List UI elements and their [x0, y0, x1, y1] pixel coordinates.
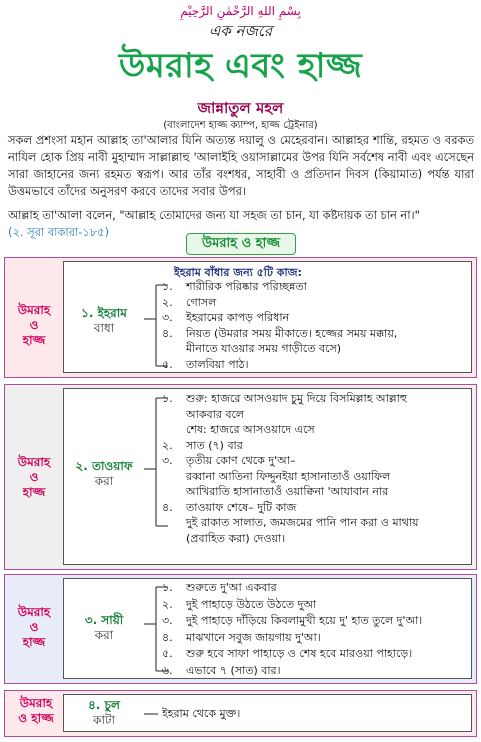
side-label-line: উমরাহ: [17, 455, 51, 469]
side-label-line: হাজ্জ: [22, 333, 46, 347]
list-item: ২. সাত (৭) বার: [162, 438, 243, 452]
side-label-umrah-hajj: [9, 303, 59, 348]
list-item: ১. শারীরিক পরিষ্কার পরিচ্ছন্নতা: [162, 280, 307, 293]
list-item: ৩. ইহরামের কাপড় পরিধান: [162, 311, 290, 324]
step-box-ihram: [4, 257, 477, 378]
quran-quote: আল্লাহ তা'আলা বলেন, "আল্লাহ তোমাদের জন্য যা সহজ তা চান, যা কষ্টদায়ক তা চান না।": [8, 208, 420, 222]
step-label-line: করা: [94, 474, 114, 488]
ihram-task-list: [154, 279, 470, 372]
step-label-sai: [66, 613, 142, 643]
step-label-line: ২. তাওয়াফ: [75, 459, 133, 473]
list-item: ২. দুই পাহাড়ে উঠতে উঠতে দুআ: [162, 597, 317, 611]
step-content-panel: [63, 694, 472, 732]
list-item: ১. শুরু: হাজরে আসওয়াদ চুমু দিয়ে বিসমিল্লাহ আল্লাহু আকবার বলে শেষ: হাজরে আসওয়াদে এসে: [162, 392, 407, 436]
list-item: ৪. তাওয়াফ শেষে– দুটি কাজ দুই রাকাত সালাত, জমজমের পানি পান করা ও মাথায় (প্রবাহিত করা) দেওয়া।: [162, 500, 419, 545]
list-item: ২. গোসল: [162, 295, 217, 309]
side-label-line: ও: [29, 620, 39, 634]
haircut-task-list: [162, 706, 462, 722]
side-label-line: ও: [29, 318, 39, 332]
step-box-sai: [4, 574, 477, 684]
side-label-line: হাজ্জ: [22, 635, 46, 649]
list-item: ১. শুরুতে দু'আ একবার: [162, 581, 277, 594]
list-item: ইহরাম থেকে মুক্ত।: [162, 707, 241, 720]
page-subtitle: এক নজরে: [208, 22, 273, 40]
side-label-line: উমরাহ: [17, 605, 51, 619]
bismillah-header: بِسْمِ اللهِ الرَّحْمٰنِ الرَّحِيْمِ: [180, 4, 301, 18]
step-content-panel: [63, 578, 472, 679]
step-label-line: কাটা: [93, 713, 115, 727]
section-heading-label: উমরাহ ও হাজ্জ: [186, 233, 296, 255]
step-label-line: ১. ইহরাম: [81, 306, 127, 320]
list-item: ৪. নিয়ত (উমরার সময় মীকাতে। হজ্জের সময় মক্কায়, মীনাতে যাওয়ার সময় গাড়ীতে বসে): [162, 326, 398, 355]
side-label-umrah-hajj: [9, 455, 59, 500]
step-label-line: ৩. সায়ী: [84, 613, 124, 627]
list-item: ৩. তৃতীয় কোণ থেকে দু'আ– রব্বানা আতিনা ফিদ্দুনইয়া হাসানাতাওঁ ওয়াফিল আখিরাতি হাসানাতাওঁ ওয়াক্বিনা 'আযাবান নার: [162, 454, 391, 498]
page-title: উমরাহ এবং হাজ্জ: [118, 46, 363, 86]
step-label-ihram: [66, 306, 142, 336]
list-item: ৪. মাঝখানে সবুজ জায়গায় দু'আ।: [162, 630, 321, 644]
side-label-umrah-hajj: [9, 696, 63, 726]
side-label-line: হাজ্জ: [22, 485, 46, 499]
list-item: ৫. শুরু হবে সাফা পাহাড়ে ও শেষ হবে মারওয়া পাহাড়ে।: [162, 647, 413, 660]
list-item: ৫. তালবিয়া পাঠ।: [162, 357, 249, 371]
step-box-haircut: [4, 690, 477, 737]
list-item: ৩. দুই পাহাড়ে দাঁড়িয়ে কিবলামুখী হয়ে দু' হাত তুলে দু'আ।: [162, 614, 423, 627]
step-label-tawaf: [66, 459, 142, 489]
author-affiliation: (বাংলাদেশ হাজ্জ ক্যাম্প, হাজ্জ ট্রেইনার): [163, 120, 318, 131]
list-item: ৬. এভাবে ৭ (সাত) বার।: [162, 663, 281, 677]
side-label-umrah-hajj: [9, 605, 59, 650]
step-label-line: করা: [94, 628, 114, 642]
section-heading-badge: [186, 232, 296, 254]
side-label-line: ও: [29, 470, 39, 484]
step-content-panel: [63, 261, 472, 373]
side-label-line: উমরাহ: [17, 303, 51, 317]
side-label-line: ও হাজ্জ: [18, 711, 54, 725]
intro-paragraph: সকল প্রশংসা মহান আল্লাহ তা'আলার যিনি অত্যন্ত দয়ালু ও মেহেরবান। আল্লাহর শান্তি, রহমত ও বরকত নাযিল হোক প্রিয় নাবী মুহাম্মাদ সাল্লাল্লাহু 'আলাইহি ওয়াসাল্লামের উপর যিনি সর্বশেষ নাবী এবং এসেছেন সারা জাহানের জন্য রহমত স্বরূপ। আর তাঁর বংশধর, সাহাবী ও প্রতিদান দিবস (কিয়ামাত) পর্যন্ত যারা উত্তমভাবে তাঁদের অনুসরণ করবে তাদের সবার উপর।: [8, 133, 474, 198]
tawaf-task-list: [154, 391, 470, 546]
side-label-line: উমরাহ: [19, 696, 53, 710]
quote-reference: (২. সূরা বাকারা-১৮৫): [8, 225, 110, 239]
author-name: জান্নাতুল মহল: [197, 99, 284, 117]
ihram-tasks-heading: ইহরাম বাঁধার জন্য ৫টি কাজ:: [174, 266, 302, 279]
step-label-line: বাধা: [93, 321, 115, 335]
sai-task-list: [154, 580, 470, 678]
step-label-haircut: [66, 698, 142, 728]
step-content-panel: [63, 388, 472, 565]
step-box-tawaf: [4, 384, 477, 570]
step-label-line: ৪. চুল: [88, 698, 120, 712]
